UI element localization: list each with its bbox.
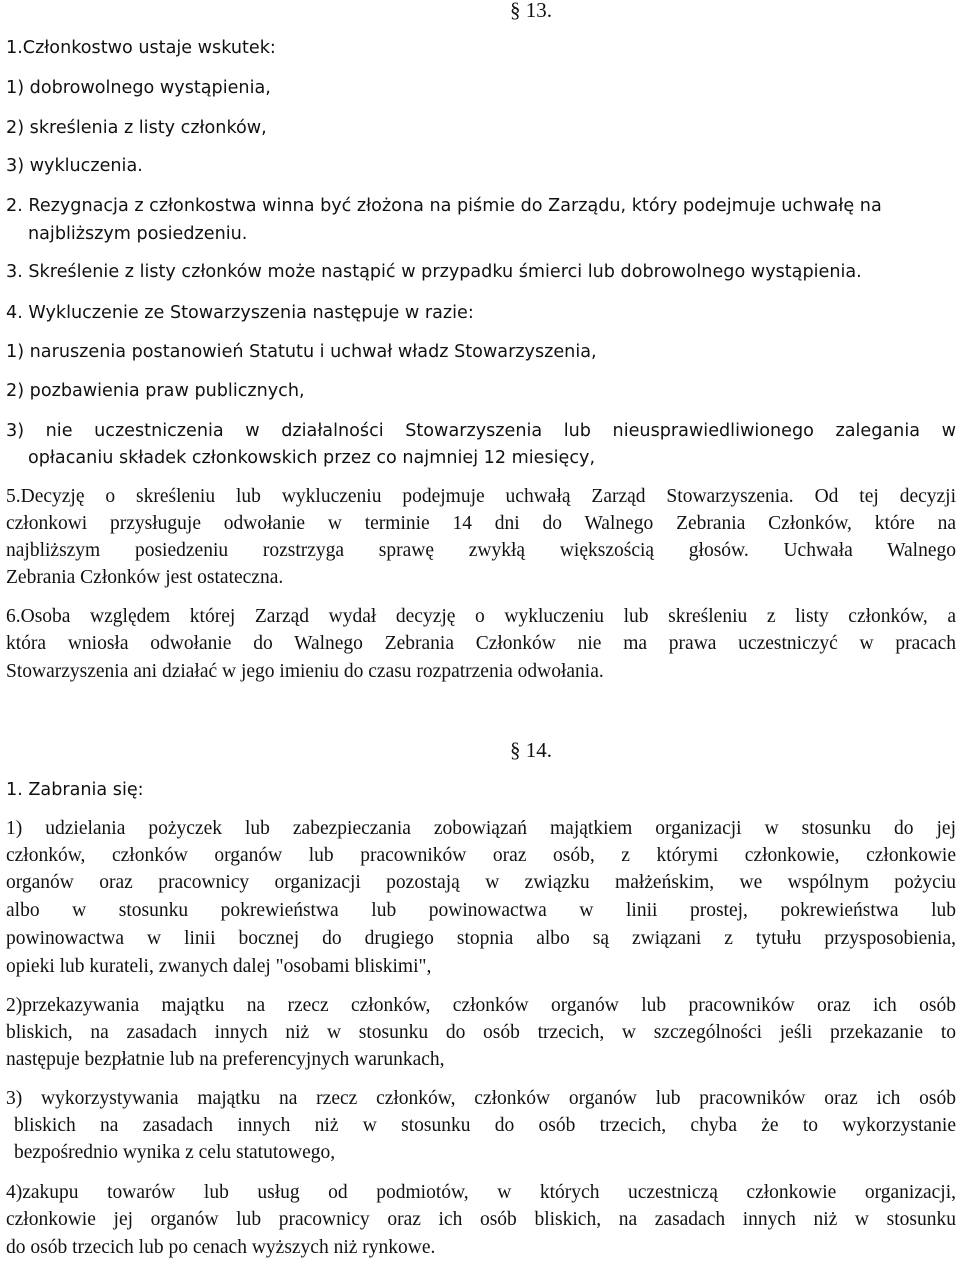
paragraph-line: organów oraz pracownicy organizacji pozostają w związku małżeńskim, we wspólnym pożyciu (6, 872, 956, 893)
paragraph-line: członków, członków organów lub pracowników oraz osób, z którymi członkowie, członkowie (6, 845, 956, 866)
paragraph-line: bliskich, na zasadach innych niż w stosunku do osób trzecich, w szczególności jeśli przekazanie to (6, 1022, 956, 1043)
paragraph-line: powinowactwa w linii bocznej do drugiego stopnia albo są związani z tytułu przysposobienia, (6, 928, 956, 949)
paragraph-line: 5.Decyzję o skreśleniu lub wykluczeniu podejmuje uchwałą Zarząd Stowarzyszenia. Od tej decyzji (6, 486, 956, 507)
paragraph-line: albo w stosunku pokrewieństwa lub powinowactwa w linii prostej, pokrewieństwa lub (6, 900, 956, 921)
paragraph-line: bezpośrednio wynika z celu statutowego, (14, 1142, 336, 1163)
paragraph-line: do osób trzecich lub po cenach wyższych niż rynkowe. (6, 1237, 436, 1258)
paragraph-line: 1. Zabrania się: (6, 780, 144, 800)
paragraph-line: opieki lub kurateli, zwanych dalej "osobami bliskimi", (6, 956, 432, 977)
section-13-heading: § 13. (510, 0, 552, 22)
paragraph-line: Zebrania Członków jest ostateczna. (6, 567, 284, 588)
paragraph-line: opłacaniu składek członkowskich przez co najmniej 12 miesięcy, (28, 448, 596, 468)
paragraph-line: najbliższym posiedzeniu. (28, 224, 248, 244)
paragraph-line: 1) dobrowolnego wystąpienia, (6, 78, 271, 98)
paragraph-line: 4)zakupu towarów lub usług od podmiotów, w których uczestniczą członkowie organizacji, (6, 1182, 956, 1203)
paragraph-line: najbliższym posiedzeniu rozstrzyga sprawę zwykłą większością głosów. Uchwała Walnego (6, 540, 956, 561)
paragraph-line: członkowi przysługuje odwołanie w terminie 14 dni do Walnego Zebrania Członków, które na (6, 513, 956, 534)
paragraph-line: 3. Skreślenie z listy członków może nastąpić w przypadku śmierci lub dobrowolnego wystąpienia. (6, 262, 862, 282)
paragraph-line: 3) wykluczenia. (6, 156, 143, 176)
paragraph-line: Stowarzyszenia ani działać w jego imieniu do czasu rozpatrzenia odwołania. (6, 661, 604, 682)
paragraph-line: 1) udzielania pożyczek lub zabezpieczania zobowiązań majątkiem organizacji w stosunku do jej (6, 818, 956, 839)
section-14-heading: § 14. (510, 738, 552, 762)
paragraph-line: 2) skreślenia z listy członków, (6, 118, 267, 138)
paragraph-line: 3) wykorzystywania majątku na rzecz członków, członków organów lub pracowników oraz ich osób (6, 1088, 956, 1109)
paragraph-line: 1) naruszenia postanowień Statutu i uchwał władz Stowarzyszenia, (6, 342, 597, 362)
paragraph-line: 4. Wykluczenie ze Stowarzyszenia następuje w razie: (6, 303, 474, 323)
paragraph-line: 3) nie uczestniczenia w działalności Stowarzyszenia lub nieusprawiedliwionego zalegania w (6, 421, 956, 441)
paragraph-line: bliskich na zasadach innych niż w stosunku do osób trzecich, chyba że to wykorzystanie (14, 1115, 956, 1136)
paragraph-line: 6.Osoba względem której Zarząd wydał decyzję o wykluczeniu lub skreśleniu z listy członków, a (6, 606, 956, 627)
paragraph-line: która wniosła odwołanie do Walnego Zebrania Członków nie ma prawa uczestniczyć w pracach (6, 633, 956, 654)
paragraph-line: 1.Członkostwo ustaje wskutek: (6, 38, 276, 58)
paragraph-line: następuje bezpłatnie lub na preferencyjnych warunkach, (6, 1049, 445, 1070)
paragraph-line: 2)przekazywania majątku na rzecz członków, członków organów lub pracowników oraz ich osób (6, 995, 956, 1016)
paragraph-line: 2) pozbawienia praw publicznych, (6, 381, 305, 401)
paragraph-line: 2. Rezygnacja z członkostwa winna być złożona na piśmie do Zarządu, który podejmuje uchwałę na (6, 196, 882, 216)
paragraph-line: członkowie jej organów lub pracownicy oraz ich osób bliskich, na zasadach innych niż w stosunku (6, 1209, 956, 1230)
